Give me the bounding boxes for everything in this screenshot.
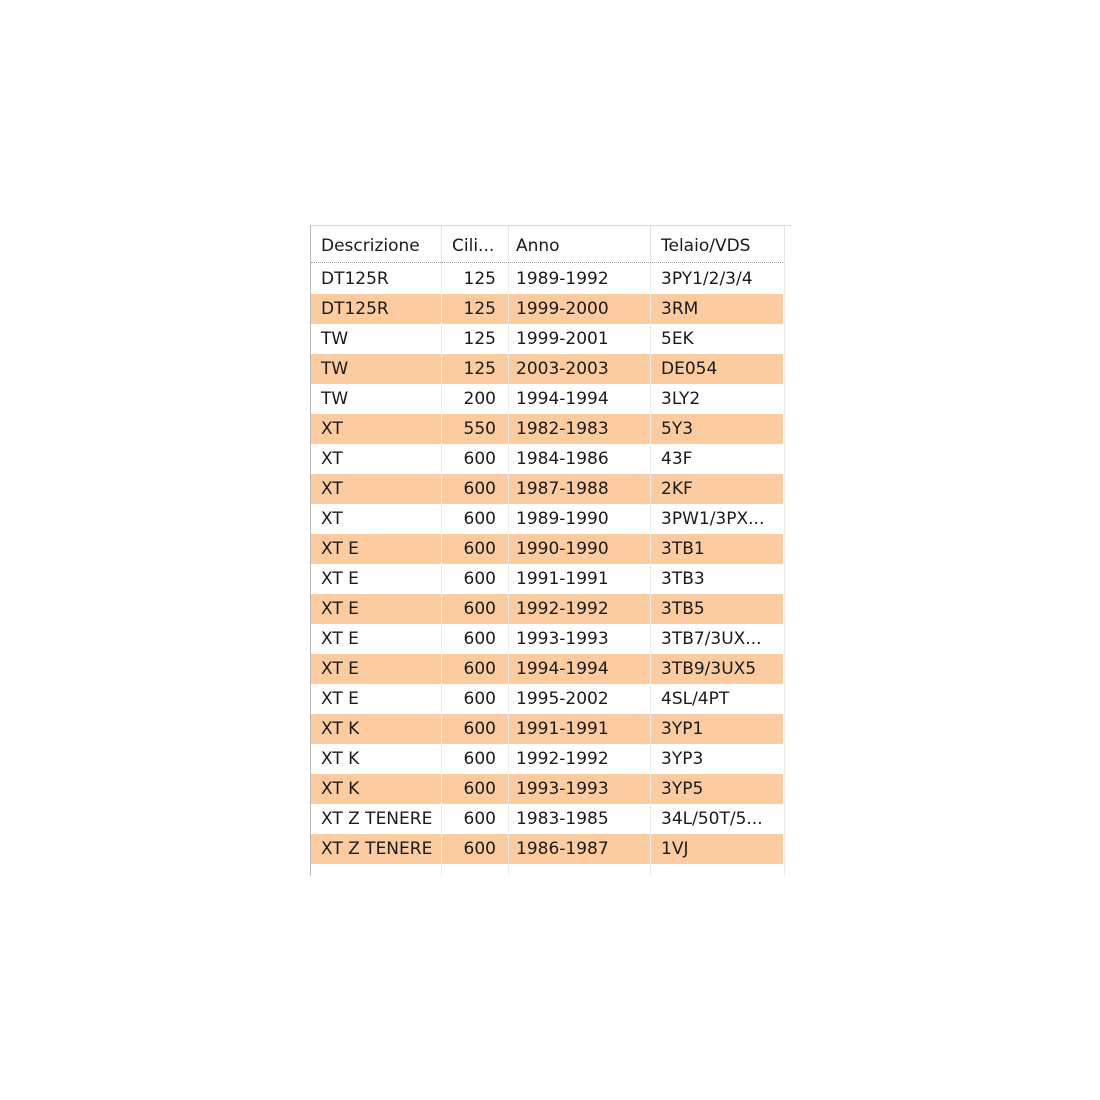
- header-divider: [311, 262, 783, 263]
- cell-cilindrata: 600: [463, 629, 496, 649]
- cell-cilindrata: 600: [463, 449, 496, 469]
- table-row[interactable]: [311, 774, 783, 804]
- cell-descrizione: XT: [311, 414, 441, 444]
- cell-cilindrata: 600: [442, 834, 508, 864]
- cell-descrizione: XT Z TENERE: [321, 809, 433, 829]
- table-row[interactable]: [311, 834, 783, 864]
- cell-telaio: 3TB3: [661, 569, 705, 589]
- column-header-descrizione[interactable]: Descrizione: [311, 226, 442, 263]
- cell-telaio: 5Y3: [651, 414, 783, 444]
- cell-descrizione: DT125R: [321, 269, 389, 289]
- cell-anno: 1993-1993: [509, 774, 650, 804]
- cell-cilindrata: 600: [463, 689, 496, 709]
- cell-descrizione: XT: [311, 474, 441, 504]
- cell-telaio: 3TB9/3UX5: [651, 654, 783, 684]
- cell-telaio: 3TB5: [651, 594, 783, 624]
- cell-telaio: 4SL/4PT: [661, 689, 730, 709]
- cell-telaio: DE054: [651, 354, 783, 384]
- cell-descrizione: XT K: [311, 774, 441, 804]
- cell-anno: 1989-1992: [516, 269, 609, 289]
- cell-telaio: 3TB7/3UX...: [661, 629, 762, 649]
- cell-cilindrata: 125: [442, 354, 508, 384]
- cell-descrizione: XT E: [321, 629, 359, 649]
- cell-descrizione: XT K: [311, 714, 441, 744]
- cell-telaio: 3YP1: [651, 714, 783, 744]
- cell-cilindrata: 125: [463, 269, 496, 289]
- cell-descrizione: TW: [311, 354, 441, 384]
- cell-anno: 1983-1985: [516, 809, 609, 829]
- cell-telaio: 5EK: [661, 329, 694, 349]
- table-row[interactable]: [311, 324, 783, 354]
- cell-anno: 1991-1991: [509, 714, 650, 744]
- column-divider: [784, 263, 785, 876]
- cell-cilindrata: 200: [463, 389, 496, 409]
- column-header-cilindrata[interactable]: Cili...: [442, 226, 509, 263]
- cell-telaio: 3LY2: [661, 389, 701, 409]
- cell-anno: 1986-1987: [509, 834, 650, 864]
- table-row[interactable]: [311, 414, 783, 444]
- cell-anno: 2003-2003: [509, 354, 650, 384]
- cell-anno: 1982-1983: [509, 414, 650, 444]
- cell-telaio: 34L/50T/5...: [661, 809, 763, 829]
- cell-telaio: 1VJ: [651, 834, 783, 864]
- cell-anno: 1984-1986: [516, 449, 609, 469]
- cell-descrizione: XT: [321, 509, 343, 529]
- table-row[interactable]: [311, 534, 783, 564]
- table-row[interactable]: [311, 684, 783, 714]
- cell-anno: 1989-1990: [516, 509, 609, 529]
- cell-anno: 1995-2002: [516, 689, 609, 709]
- cell-descrizione: XT Z TENERE: [311, 834, 441, 864]
- cell-cilindrata: 600: [463, 809, 496, 829]
- table-row[interactable]: [311, 444, 783, 474]
- cell-descrizione: DT125R: [311, 294, 441, 324]
- cell-telaio: 3PW1/3PX...: [661, 509, 765, 529]
- cell-anno: 1994-1994: [509, 654, 650, 684]
- cell-telaio: 3YP5: [651, 774, 783, 804]
- table-row[interactable]: [311, 804, 783, 834]
- cell-telaio: 2KF: [651, 474, 783, 504]
- table-row[interactable]: [311, 714, 783, 744]
- cell-anno: 1987-1988: [509, 474, 650, 504]
- table-row[interactable]: [311, 264, 783, 294]
- table-row[interactable]: [311, 504, 783, 534]
- column-header-telaio[interactable]: Telaio/VDS: [651, 226, 785, 263]
- vehicle-list-view[interactable]: [310, 225, 791, 876]
- table-row[interactable]: [311, 474, 783, 504]
- cell-descrizione: XT: [321, 449, 343, 469]
- cell-descrizione: XT E: [311, 534, 441, 564]
- cell-cilindrata: 600: [442, 534, 508, 564]
- table-row[interactable]: [311, 294, 783, 324]
- cell-cilindrata: 600: [442, 654, 508, 684]
- cell-anno: 1994-1994: [516, 389, 609, 409]
- cell-telaio: 3TB1: [651, 534, 783, 564]
- cell-descrizione: XT E: [321, 689, 359, 709]
- column-header-bar: [311, 226, 791, 263]
- cell-cilindrata: 600: [463, 509, 496, 529]
- cell-cilindrata: 125: [463, 329, 496, 349]
- table-row[interactable]: [311, 384, 783, 414]
- cell-anno: 1990-1990: [509, 534, 650, 564]
- table-row[interactable]: [311, 744, 783, 774]
- cell-descrizione: XT E: [311, 594, 441, 624]
- table-row[interactable]: [311, 624, 783, 654]
- cell-anno: 1992-1992: [516, 749, 609, 769]
- table-row[interactable]: [311, 564, 783, 594]
- cell-cilindrata: 600: [442, 594, 508, 624]
- cell-anno: 1991-1991: [516, 569, 609, 589]
- column-header-anno[interactable]: Anno: [509, 226, 651, 263]
- cell-anno: 1993-1993: [516, 629, 609, 649]
- cell-cilindrata: 600: [442, 474, 508, 504]
- cell-anno: 1992-1992: [509, 594, 650, 624]
- cell-cilindrata: 600: [442, 714, 508, 744]
- cell-anno: 1999-2001: [516, 329, 609, 349]
- cell-telaio: 3RM: [651, 294, 783, 324]
- cell-anno: 1999-2000: [509, 294, 650, 324]
- table-row[interactable]: [311, 594, 783, 624]
- cell-descrizione: XT E: [311, 654, 441, 684]
- table-row[interactable]: [311, 654, 783, 684]
- cell-cilindrata: 600: [442, 774, 508, 804]
- cell-telaio: 3PY1/2/3/4: [661, 269, 753, 289]
- cell-cilindrata: 600: [463, 749, 496, 769]
- cell-descrizione: XT E: [321, 569, 359, 589]
- cell-descrizione: TW: [321, 389, 349, 409]
- cell-telaio: 43F: [661, 449, 693, 469]
- cell-cilindrata: 600: [463, 569, 496, 589]
- cell-descrizione: XT K: [321, 749, 360, 769]
- table-row[interactable]: [311, 354, 783, 384]
- cell-cilindrata: 550: [442, 414, 508, 444]
- cell-cilindrata: 125: [442, 294, 508, 324]
- cell-telaio: 3YP3: [661, 749, 704, 769]
- cell-descrizione: TW: [321, 329, 349, 349]
